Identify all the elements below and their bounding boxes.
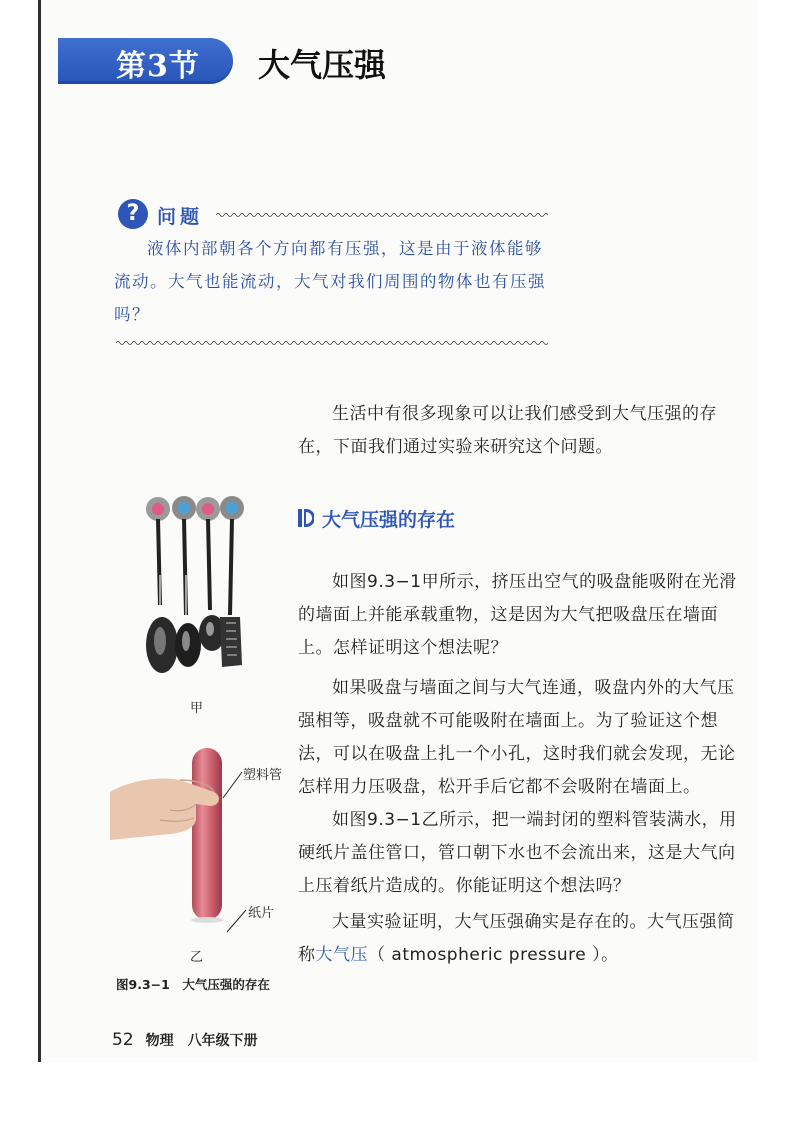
callout-line-tube [222,770,244,800]
section-label: 第3节 [116,49,200,84]
page-title: 大气压强 [258,46,387,84]
question-title: 问题 [157,206,204,228]
subsection-title: 大气压强的存在 [322,509,456,531]
paragraph-3: 如图9.3−1乙所示，把一端封闭的塑料管装满水，用硬纸片盖住管口，管口朝下水也不会流出来，这是大气向上压着纸片造成的。你能证明这个想法吗？ [298,810,737,896]
figure-caption: 图9.3−1 大气压强的存在 [116,977,270,992]
question-text: 液体内部朝各个方向都有压强，这是由于液体能够流动。大气也能流动，大气对我们周围的物体也有压强吗？ [114,239,546,324]
wavy-divider-bottom [116,340,550,346]
wavy-divider-top [216,212,550,218]
term-highlight: 大气压 [315,945,368,965]
section-badge [58,38,233,84]
intro-paragraph: 生活中有很多现象可以让我们感受到大气压强的存在，下面我们通过实验来研究这个问题。 [298,404,717,457]
paragraph-2: 如果吸盘与墙面之间与大气连通，吸盘内外的大气压强相等，吸盘就不可能吸附在墙面上。为了验证这个想法，可以在吸盘上扎一个小孔，这时我们就会发现，无论怎样用力压吸盘，松开手后它都不会吸附在墙面上。 [298,678,736,797]
plastic-tube-experiment-image [110,740,260,930]
section-marker-icon [298,509,314,527]
paragraph-1: 如图9.3−1甲所示，挤压出空气的吸盘能吸附在光滑的墙面上并能承载重物，这是因为大气把吸盘压在墙面上。怎样证明这个想法呢？ [298,572,737,658]
callout-paper-card: 纸片 [248,906,275,921]
callout-line-card [226,908,248,934]
page-footer [112,1030,258,1050]
page-spine [38,0,41,1062]
suction-cup-utensils-image [136,495,256,685]
callout-plastic-tube: 塑料管 [243,768,283,783]
page-number: 52 [112,1030,134,1050]
book-title: 物理 八年级下册 [145,1033,258,1049]
figure-label-b: 乙 [190,950,204,965]
figure-label-a: 甲 [190,701,204,716]
question-icon: ? [118,199,148,229]
paragraph-4: 大量实验证明，大气压强确实是存在的。大气压强简称大气压（ atmospheric pressure ）。 [298,912,735,965]
